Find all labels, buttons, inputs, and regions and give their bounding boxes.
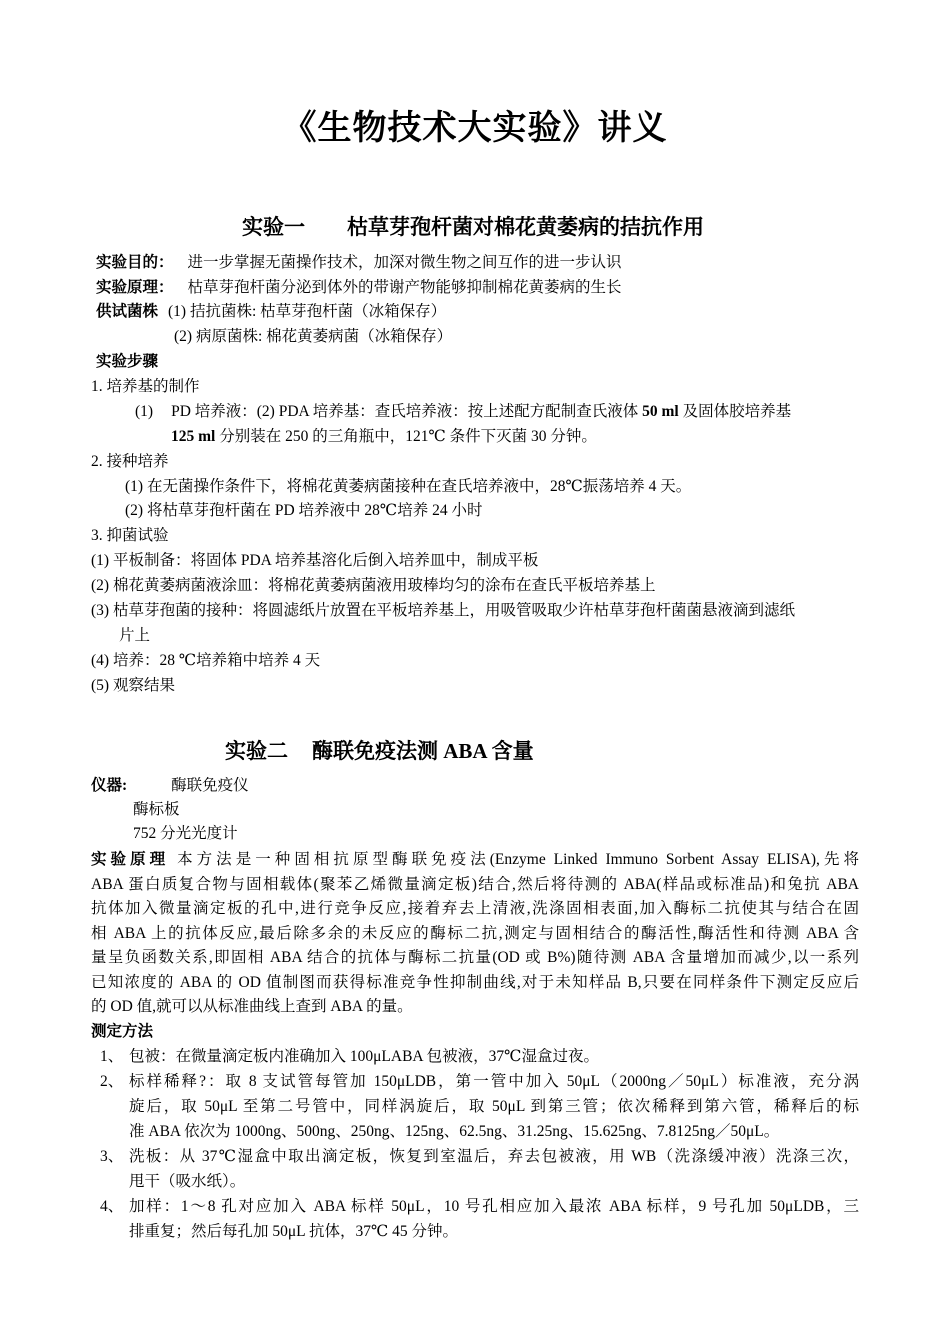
method-4-number: 4、	[100, 1198, 124, 1215]
document-title: 《生物技术大实验》讲义	[282, 110, 668, 147]
step3-item-3-cont: 片上	[119, 627, 151, 644]
step3-item-1: (1) 平板制备：将固体 PDA 培养基溶化后倒入培养皿中，制成平板	[91, 552, 539, 569]
method-1-text: 包被：在微量滴定板内准确加入 100μLABA 包被液，37℃湿盒过夜。	[129, 1048, 599, 1065]
principle-text: 枯草芽孢杆菌分泌到体外的带谢产物能够抑制棉花黄萎病的生长	[187, 279, 622, 296]
principle-line: 已知浓度的 ABA 的 OD 值制图而获得标准竞争性抑制曲线,对于未知样品 B,只要在同样条件下测定反应后	[91, 974, 859, 991]
principle-line: 相 ABA 上的抗体反应,最后除多余的未反应的酶标二抗,测定与固相结合的酶活性,酶活性和待测 ABA 含	[91, 925, 859, 942]
method-3-number: 3、	[100, 1148, 124, 1165]
strain-label: 供试菌株	[96, 303, 159, 320]
exp1-strain-2: (2) 病原菌株: 棉花黄萎病菌（冰箱保存）	[174, 328, 453, 345]
exp2-heading	[225, 735, 534, 765]
principle-line: 量呈负函数关系,即固相 ABA 结合的抗体与酶标二抗量(OD 或 B%)随待测 ABA 含量增加而减少,以一系列	[91, 949, 859, 966]
method-label: 测定方法	[91, 1023, 154, 1040]
exp1-heading-text: 枯草芽孢杆菌对棉花黄萎病的拮抗作用	[347, 215, 704, 239]
exp1-steps-label: 实验步骤	[96, 353, 159, 370]
step3-item-5: (5) 观察结果	[91, 677, 175, 694]
step3-item-4: (4) 培养：28 ℃培养箱中培养 4 天	[91, 652, 321, 669]
step1-volume-1: 50 ml	[642, 403, 679, 420]
step3-item-2: (2) 棉花黄萎病菌液涂皿：将棉花黄萎病菌液用玻棒均匀的涂布在查氏平板培养基上	[91, 577, 656, 594]
method-2-line-1: 标样稀释?：取 8 支试管每管加 150μLDB，第一管中加入 50μL（2000ng／50μL）标准液，充分涡	[129, 1073, 859, 1090]
purpose-label: 实验目的：	[96, 254, 174, 271]
method-2-line-2: 旋后，取 50μL 至第二号管中，同样涡旋后，取 50μL 到第三管；依次稀释到第六管，稀释后的标	[129, 1098, 859, 1115]
principle-line-last: 的 OD 值,就可以从标准曲线上查到 ABA 的量。	[91, 998, 413, 1015]
principle-line: 抗体加入微量滴定板的孔中,进行竞争反应,接着弃去上清液,洗涤固相表面,加入酶标二抗使其与结合在固	[91, 900, 859, 917]
principle-line: 本方法是一种固相抗原型酶联免疫法(Enzyme Linked Immuno Sorbent Assay ELISA),先将	[177, 851, 859, 868]
instruments-label: 仪器:	[91, 777, 128, 794]
exp2-heading-text: 酶联免疫法测 ABA 含量	[312, 739, 534, 763]
exp1-heading	[242, 211, 704, 241]
step2-item-2: (2) 将枯草芽孢杆菌在 PD 培养液中 28℃培养 24 小时	[125, 502, 483, 519]
step1-item-text: PD 培养液：(2) PDA 培养基：查氏培养液：按上述配方配制查氏液体	[171, 403, 639, 420]
method-4-line-1: 加样：1～8 孔对应加入 ABA 标样 50μL，10 号孔相应加入最浓 ABA 标样，9 号孔加 50μLDB，三	[129, 1198, 859, 1215]
method-1-number: 1、	[100, 1048, 124, 1065]
step1-title: 1. 培养基的制作	[91, 378, 200, 395]
exp1-heading-number: 实验一	[242, 215, 305, 239]
step1-item-line1	[135, 400, 791, 424]
step3-title: 3. 抑菌试验	[91, 527, 169, 544]
step2-item-1: (1) 在无菌操作条件下，将棉花黄萎病菌接种在查氏培养液中，28℃振荡培养 4 天。	[125, 478, 692, 495]
purpose-text: 进一步掌握无菌操作技术，加深对微生物之间互作的进一步认识	[187, 254, 622, 271]
instrument-2: 酶标板	[133, 801, 180, 818]
step1-item-text-2: 及固体胶培养基	[682, 403, 792, 420]
exp1-purpose	[96, 251, 622, 275]
exp1-strain-1	[96, 300, 446, 324]
method-3-line-2: 甩干（吸水纸）。	[129, 1173, 246, 1190]
principle-label: 实验原理：	[96, 279, 174, 296]
step1-volume-2: 125 ml	[171, 428, 216, 445]
exp1-principle	[96, 276, 622, 300]
method-2-number: 2、	[100, 1073, 124, 1090]
step3-item-3: (3) 枯草芽孢菌的接种：将圆滤纸片放置在平板培养基上，用吸管吸取少许枯草芽孢杆菌菌悬液滴到滤纸	[91, 602, 795, 619]
instrument-1: 酶联免疫仪	[171, 777, 249, 794]
step2-title: 2. 接种培养	[91, 453, 169, 470]
step1-item-line2	[171, 425, 597, 449]
method-4-line-2: 排重复；然后每孔加 50μL 抗体，37℃ 45 分钟。	[129, 1223, 459, 1240]
strain-1-text: (1) 拮抗菌株: 枯草芽孢杆菌（冰箱保存）	[168, 303, 447, 320]
exp2-principle-line-1	[91, 848, 859, 873]
instrument-3: 752 分光光度计	[133, 825, 238, 842]
instruments-line-1	[91, 774, 249, 798]
step1-item-text-3: 分别装在 250 的三角瓶中，121℃ 条件下灭菌 30 分钟。	[219, 428, 597, 445]
method-2-line-3: 准 ABA 依次为 1000ng、500ng、250ng、125ng、62.5ng、31.25ng、15.625ng、7.8125ng／50μL。	[129, 1123, 780, 1140]
principle-line: ABA 蛋白质复合物与固相载体(聚苯乙烯微量滴定板)结合,然后将待测的 ABA(样品或标准品)和兔抗 ABA	[91, 876, 859, 893]
step1-item-number: (1)	[135, 403, 154, 420]
method-3-line-1: 洗板：从 37℃湿盒中取出滴定板，恢复到室温后，弃去包被液，用 WB（洗涤缓冲液）洗涤三次，	[129, 1148, 859, 1165]
exp2-principle-label: 实验原理	[91, 851, 170, 868]
exp2-heading-number: 实验二	[225, 739, 288, 763]
